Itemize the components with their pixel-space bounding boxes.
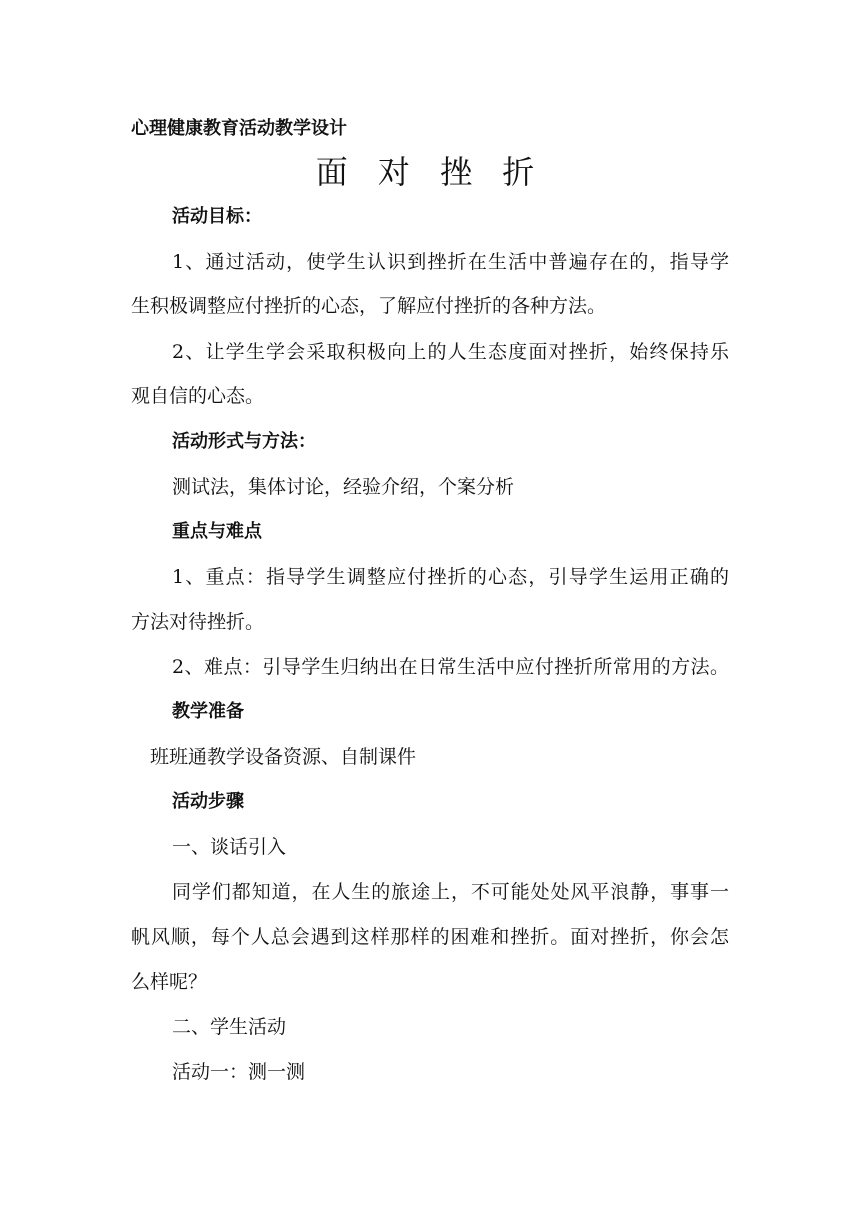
- goal2-line2: 观自信的心态。: [131, 385, 265, 407]
- key-points-heading: 重点与难点: [172, 521, 262, 542]
- step1-heading: 一、谈话引入: [172, 836, 287, 858]
- methods-text: 测试法，集体讨论，经验介绍，个案分析: [172, 476, 515, 498]
- step2-heading: 二、学生活动: [172, 1016, 287, 1038]
- intro-line1: 同学们都知道，在人生的旅途上，不可能处处风平浪静，事事一: [172, 881, 729, 903]
- goal2-line1: 2、让学生学会采取积极向上的人生态度面对挫折，始终保持乐: [172, 341, 729, 363]
- goal1-line2: 生积极调整应付挫折的心态，了解应付挫折的各种方法。: [131, 295, 607, 317]
- goal1-line1: 1、通过活动，使学生认识到挫折在生活中普遍存在的，指导学: [172, 251, 729, 273]
- key-point1-line2: 方法对待挫折。: [131, 611, 265, 633]
- steps-heading: 活动步骤: [172, 791, 244, 812]
- key-point2-line1: 2、难点：引导学生归纳出在日常生活中应付挫折所常用的方法。: [172, 656, 729, 678]
- intro-line2: 帆风顺，每个人总会遇到这样那样的困难和挫折。面对挫折，你会怎: [131, 926, 729, 948]
- preparation-text: 班班通教学设备资源、自制课件: [150, 746, 417, 768]
- goals-heading: 活动目标：: [172, 206, 262, 227]
- methods-heading: 活动形式与方法：: [172, 431, 316, 452]
- key-point1-line1: 1、重点：指导学生调整应付挫折的心态，引导学生运用正确的: [172, 566, 729, 588]
- preparation-heading: 教学准备: [172, 701, 244, 722]
- document-title: 面 对 挫 折: [315, 153, 545, 191]
- document-header: 心理健康教育活动教学设计: [131, 118, 347, 139]
- activity1-label: 活动一：测一测: [172, 1061, 306, 1083]
- intro-line3: 么样呢？: [131, 971, 208, 993]
